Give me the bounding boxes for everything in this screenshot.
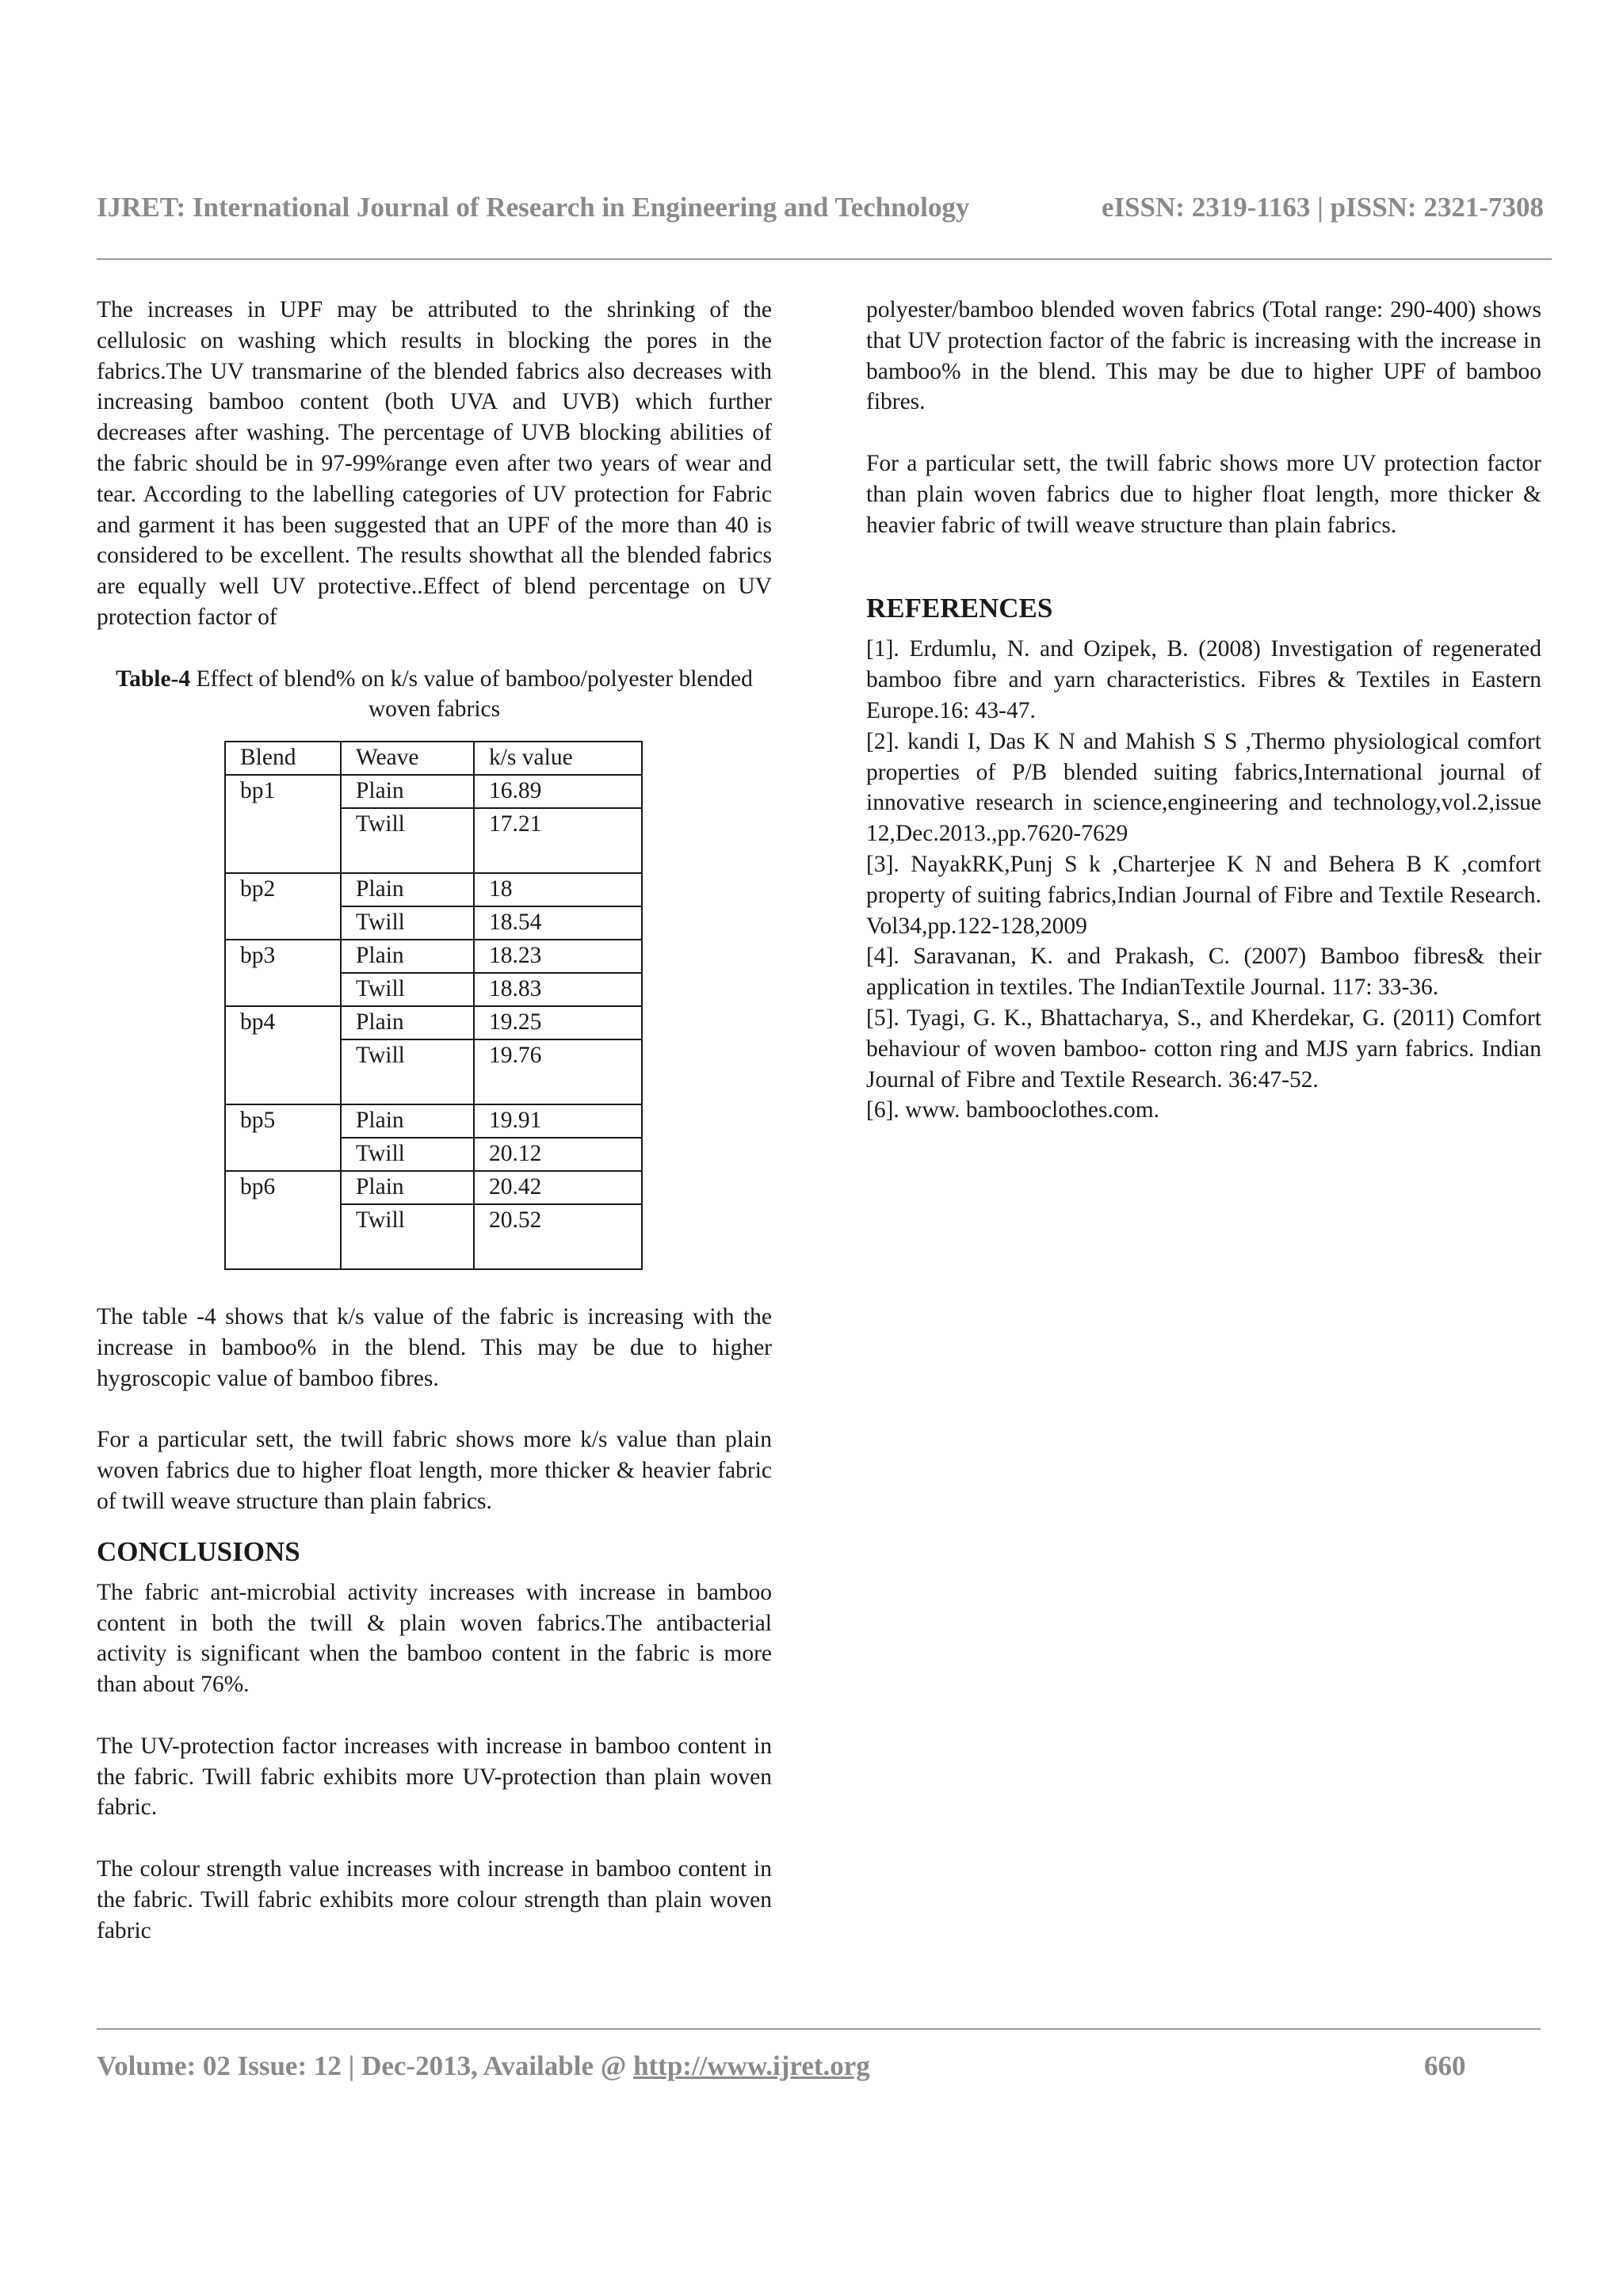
table-cell-weave: Plain bbox=[341, 1104, 474, 1138]
page-number: 660 bbox=[1424, 2050, 1466, 2081]
footer-volume bbox=[97, 2050, 870, 2082]
footer-url-link[interactable]: http://www.ijret.org bbox=[633, 2050, 870, 2081]
table-header-cell: k/s value bbox=[474, 742, 642, 775]
table-cell-weave: Plain bbox=[341, 1006, 474, 1039]
reference-item: [1]. Erdumlu, N. and Ozipek, B. (2008) Investigation of regenerated bamboo fibre and yarn characteristics. Fibres & Textiles in Eastern Europe.16: 43-47. bbox=[866, 636, 1541, 723]
table-cell-weave: Twill bbox=[341, 1039, 474, 1104]
table-cell-value: 20.52 bbox=[474, 1204, 642, 1269]
table-cell-blend: bp6 bbox=[225, 1171, 341, 1204]
table-cell-weave: Plain bbox=[341, 940, 474, 973]
reference-item: [6]. www. bambooclothes.com. bbox=[866, 1097, 1160, 1123]
table-row bbox=[225, 873, 642, 906]
table-cell-value: 18.23 bbox=[474, 940, 642, 973]
table-cell-value: 18 bbox=[474, 873, 642, 906]
table-caption bbox=[97, 664, 772, 726]
table-cell-value: 19.76 bbox=[474, 1039, 642, 1104]
table-caption-label: Table-4 bbox=[116, 666, 191, 692]
conclusion-antimicrobial: The fabric ant-microbial activity increases with increase in bamboo content in both the twill & plain woven fabrics.The antibacterial activity is significant when the bamboo content in the fabric is more than about 76%. bbox=[97, 1579, 772, 1698]
table-header-row bbox=[225, 742, 642, 775]
table-cell-blend: bp5 bbox=[225, 1104, 341, 1138]
reference-item: [2]. kandi I, Das K N and Mahish S S ,Thermo physiological comfort properties of P/B blended suiting fabrics,International journal of innovative research in science,engineering and technology,vol.2,issue 12,Dec.2013.,pp.7620-7629 bbox=[866, 728, 1541, 847]
table-cell-weave: Plain bbox=[341, 873, 474, 906]
reference-item: [4]. Saravanan, K. and Prakash, C. (2007) Bamboo fibres& their application in textiles. The IndianTextile Journal. 117: 33-36. bbox=[866, 944, 1541, 1001]
table-row bbox=[225, 1039, 642, 1104]
table-cell-blend: bp1 bbox=[225, 775, 341, 808]
table-row bbox=[225, 973, 642, 1006]
table-cell-weave: Plain bbox=[341, 1171, 474, 1204]
issn-text: eISSN: 2319-1163 | pISSN: 2321-7308 bbox=[1101, 192, 1544, 223]
table-cell-value: 20.12 bbox=[474, 1138, 642, 1171]
table-row bbox=[225, 1104, 642, 1138]
table-header-cell: Blend bbox=[225, 742, 341, 775]
conclusion-colour-strength: The colour strength value increases with increase in bamboo content in the fabric. Twill fabric exhibits more colour strength than plain woven fabric bbox=[97, 1855, 772, 1943]
table-row bbox=[225, 1171, 642, 1204]
table-row bbox=[225, 1138, 642, 1171]
table-cell-weave: Twill bbox=[341, 1204, 474, 1269]
table-cell-value: 17.21 bbox=[474, 808, 642, 873]
table-cell-weave: Twill bbox=[341, 906, 474, 940]
table-cell-blend bbox=[225, 906, 341, 940]
right-column bbox=[866, 295, 1541, 1126]
table-header-cell: Weave bbox=[341, 742, 474, 775]
conclusion-uv-protection: The UV-protection factor increases with increase in bamboo content in the fabric. Twill fabric exhibits more UV-protection than plain woven fabric. bbox=[97, 1733, 772, 1821]
table-row bbox=[225, 940, 642, 973]
table-cell-blend: bp4 bbox=[225, 1006, 341, 1039]
journal-title: IJRET: International Journal of Research in Engineering and Technology bbox=[97, 192, 970, 223]
table-row bbox=[225, 1204, 642, 1269]
table-row bbox=[225, 1006, 642, 1039]
right-paragraph-upf: polyester/bamboo blended woven fabrics (Total range: 290-400) shows that UV protection factor of the fabric is increasing with the increase in bamboo% in the blend. This may be due to higher UPF of bamboo fibres. bbox=[866, 297, 1541, 415]
table-cell-weave: Plain bbox=[341, 775, 474, 808]
reference-item: [5]. Tyagi, G. K., Bhattacharya, S., and Kherdekar, G. (2011) Comfort behaviour of woven bamboo- cotton ring and MJS yarn fabrics. Indian Journal of Fibre and Textile Research. 36:47-52. bbox=[866, 1005, 1541, 1093]
left-column bbox=[97, 295, 772, 1946]
table-cell-value: 20.42 bbox=[474, 1171, 642, 1204]
table-cell-blend bbox=[225, 1039, 341, 1104]
table-cell-blend: bp2 bbox=[225, 873, 341, 906]
references-heading: REFERENCES bbox=[866, 593, 1053, 624]
table-cell-value: 19.91 bbox=[474, 1104, 642, 1138]
table-caption-text: Effect of blend% on k/s value of bamboo/polyester blended woven fabrics bbox=[190, 666, 753, 723]
table-row bbox=[225, 775, 642, 808]
reference-item: [3]. NayakRK,Punj S k ,Charterjee K N and Behera B K ,comfort property of suiting fabrics,Indian Journal of Fibre and Textile Research. Vol34,pp.122-128,2009 bbox=[866, 851, 1541, 939]
table-cell-blend: bp3 bbox=[225, 940, 341, 973]
footer-volume-text: Volume: 02 Issue: 12 | Dec-2013, Available @ bbox=[97, 2050, 634, 2081]
table-cell-value: 18.54 bbox=[474, 906, 642, 940]
header-divider bbox=[97, 258, 1552, 260]
table-cell-blend bbox=[225, 973, 341, 1006]
table-cell-value: 18.83 bbox=[474, 973, 642, 1006]
table-row bbox=[225, 906, 642, 940]
table-cell-blend bbox=[225, 1138, 341, 1171]
left-paragraph-upf: The increases in UPF may be attributed to the shrinking of the cellulosic on washing which results in blocking the pores in the fabrics.The UV transmarine of the blended fabrics also decreases with increasing bamboo content (both UVA and UVB) which further decreases after washing. The percentage of UVB blocking abilities of the fabric should be in 97-99%range even after two years of wear and tear. According to the labelling categories of UV protection for Fabric and garment it has been suggested that an UPF of the more than 40 is considered to be excellent. The results showthat all the blended fabrics are equally well UV protective..Effect of blend percentage on UV protection factor of bbox=[97, 297, 772, 630]
table-row bbox=[225, 808, 642, 873]
footer-divider bbox=[97, 2028, 1541, 2030]
table-cell-weave: Twill bbox=[341, 973, 474, 1006]
ks-value-table bbox=[224, 741, 643, 1270]
left-paragraph-ks: The table -4 shows that k/s value of the fabric is increasing with the increase in bamboo% in the blend. This may be due to higher hygroscopic value of bamboo fibres. bbox=[97, 1304, 772, 1391]
conclusions-heading: CONCLUSIONS bbox=[97, 1535, 300, 1567]
table-cell-blend bbox=[225, 1204, 341, 1269]
table-cell-weave: Twill bbox=[341, 808, 474, 873]
table-cell-value: 16.89 bbox=[474, 775, 642, 808]
left-paragraph-twill-ks: For a particular sett, the twill fabric shows more k/s value than plain woven fabrics due to higher float length, more thicker & heavier fabric of twill weave structure than plain fabrics. bbox=[97, 1427, 772, 1514]
table-cell-value: 19.25 bbox=[474, 1006, 642, 1039]
table-cell-blend bbox=[225, 808, 341, 873]
right-paragraph-twill-upf: For a particular sett, the twill fabric shows more UV protection factor than plain woven fabrics due to higher float length, more thicker & heavier fabric of twill weave structure than plain fabrics. bbox=[866, 450, 1541, 538]
table-cell-weave: Twill bbox=[341, 1138, 474, 1171]
